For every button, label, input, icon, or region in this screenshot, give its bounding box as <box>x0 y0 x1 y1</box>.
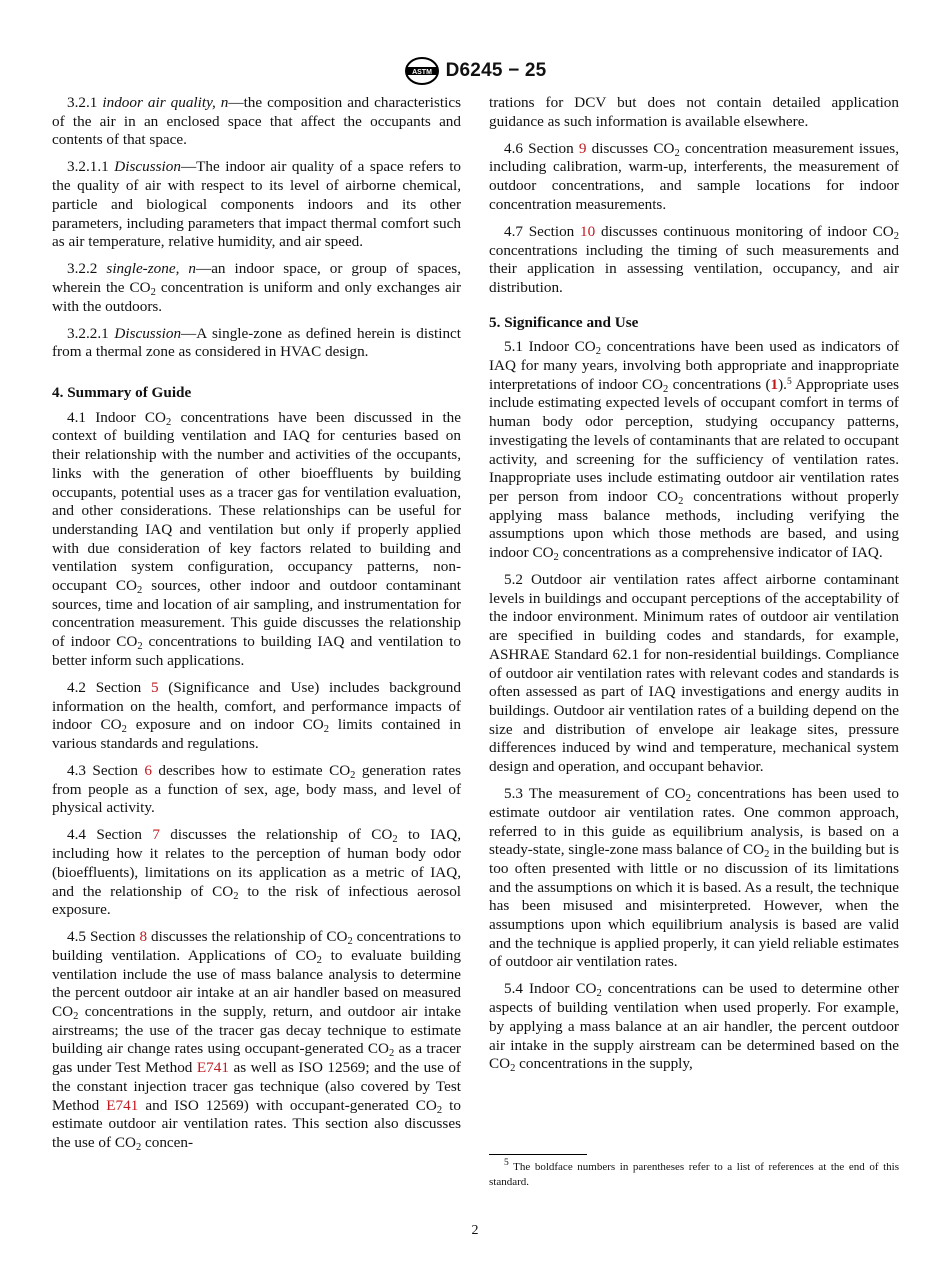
section-heading-5: 5. Significance and Use <box>489 313 639 331</box>
paragraph-4-2: 4.2 Section 5 (Significance and Use) includes background information on the health, comfort, and performance impacts of indoor $CO_2$ exposure and on indoor $CO_2$ limits contained in various standards and regulations. <box>52 678 461 752</box>
section-heading-4: 4. Summary of Guide <box>52 384 192 402</box>
paragraph-4-6: 4.6 Section 9 discusses $CO_2$ concentration measurement issues, including calibration, warm-up, interferents, the measurement of outdoor concentrations, and sample locations for indoor concentration measurements. <box>489 139 899 213</box>
svg-text:ASTM: ASTM <box>411 69 432 76</box>
paragraph-5-4: 5.4 Indoor $CO_2$ concentrations can be used to determine other aspects of building ventilation when used properly. For example, by applying a mass balance at an air handler, the percent outdoor air intake in the supply airstream can be determined based on the $CO_2$ concentrations in the supply, <box>489 980 899 1075</box>
section-9-link[interactable]: 9 <box>578 139 587 157</box>
footnote-5: $^5$ The boldface numbers in parentheses refer to a list of references at the end of this standard. <box>489 1158 899 1188</box>
paragraph-4-4: 4.4 Section 7 discusses the relationship of $CO_2$ to IAQ, including how it relates to the perception of human body odor (bioeffluents), limitations on its application as a metric of IAQ, and the relationship of $CO_2$ to the risk of infectious aerosol exposure. <box>52 826 462 919</box>
paragraph-4-5: 4.5 Section 8 discusses the relationship of $CO_2$ concentrations to building ventilation. Applications of $CO_2$ to evaluate building ventilation include the use of mass balance analysis to determine the percent outdoor air intake at an air handler based on measured $CO_2$ concentrations in the supply, return, and outdoor air intake airstreams; the use of the tracer gas decay technique to estimate building air change rates using occupant-generated $CO_2$ as a tracer gas under Test Method E741 as well as ISO 12569; and the use of the constant injection tracer gas technique (also covered by Test Method E741 and ISO 12569) with occupant-generated $CO_2$ to estimate outdoor air ventilation rates. This section also discusses the use of $CO_2$ concen- <box>52 928 462 1153</box>
paragraph-5-1: 5.1 Indoor $CO_2$ concentrations have been used as indicators of IAQ for many years, involving both appropriate and inappropriate interpretations of indoor $CO_2$ concentrations (1).$^5$ Appropriate uses include estimating expected levels of occupant comfort in terms of human body odor perception, studying occupancy patterns, investigating the levels of contaminants that are related to occupant activity, and screening for the sufficiency of ventilation rates. Inappropriate uses include estimating outdoor air ventilation rates per person from indoor $CO_2$ concentrations without properly applying mass balance methods, including verifying the assumptions upon which those methods are based, and using indoor $CO_2$ concentrations as a comprehensive indicator of IAQ. <box>489 338 900 564</box>
page-number: 2 <box>471 1223 479 1238</box>
footnote-5-marker[interactable]: 5 <box>786 376 792 387</box>
astm-logo-icon <box>404 56 440 86</box>
left-column <box>52 94 461 1153</box>
paragraph-5-2: 5.2 Outdoor air ventilation rates affect airborne contaminant levels in buildings and occupant perceptions of the acceptability of the indoor environment. Minimum rates of outdoor air ventilation are specified in building codes and standards, for example, ASHRAE Standard 62.1 for non-residential buildings. Compliance of outdoor air ventilation rates with relevant codes and standards is often assessed as part of IAQ investigations and energy audits in buildings. Outdoor air ventilation rates of a building depend on the size and distribution of envelope air leakage sites, pressure differences induced by wind and temperature, mechanical system design and operation, and occupant behavior. <box>489 571 899 776</box>
paragraph-4-3: 4.3 Section 6 describes how to estimate $CO_2$ generation rates from people as a function of sex, age, body mass, and level of physical activity. <box>52 761 461 817</box>
paragraph-3-2-1-1: 3.2.1.1 Discussion—The indoor air quality of a space refers to the quality of air with respect to its level of airborne chemical, particle and biological components indoors and its other parameters, including parameters that impact thermal comfort such as air temperature, relative humidity, and air speed. <box>52 158 462 251</box>
section-6-link[interactable]: 6 <box>144 761 152 779</box>
paragraph-4-1: 4.1 Indoor $CO_2$ concentrations have been discussed in the context of building ventilation and IAQ for centuries based on their relationship with the number and activities of the occupants, links with the generation of other bioeffluents by building occupants, potential uses as a tracer gas for ventilation evaluation, and other considerations. These relationships can be useful for understanding IAQ and ventilation but only if properly applied with due consideration of key factors related to building and ventilation system configuration, occupancy patterns, non-occupant $CO_2$ sources, other indoor and outdoor contaminant sources, time and location of air sampling, and instrumentation for concentration measurement. This guide discusses the relationship of indoor $CO_2$ concentrations to building IAQ and ventilation to better inform such applications. <box>52 408 462 669</box>
paragraph-3-2-2-1: 3.2.2.1 Discussion—A single-zone as defined herein is distinct from a thermal zone as considered in HVAC design. <box>52 324 461 361</box>
footnote-divider <box>489 1154 587 1155</box>
paragraph-4-5-continued: trations for DCV but does not contain detailed application guidance as such information is available elsewhere. <box>489 94 899 130</box>
page-header <box>0 56 950 86</box>
paragraph-5-3: 5.3 The measurement of $CO_2$ concentrations has been used to estimate outdoor air ventilation rates. One common approach, referred to in this guide as equilibrium analysis, is based on a steady-state, single-zone mass balance of $CO_2$ in the building but is too often presented with little or no discussion of its limitations and the assumptions on which it is based. As a result, the technique has been misused and misinterpreted. However, when the assumptions upon which equilibrium analysis is based are valid and the technique is applied properly, it can yield reliable estimates of outdoor air ventilation rates. <box>489 785 899 971</box>
paragraph-4-7: 4.7 Section 10 discusses continuous monitoring of indoor $CO_2$ concentrations including the timing of such measurements and their application in assessing ventilation, occupancy, and air distribution. <box>489 222 899 296</box>
standard-designation: D6245 − 25 <box>445 60 547 81</box>
paragraph-3-2-1: 3.2.1 indoor air quality, n—the composition and characteristics of the air in an enclosed space that affect the occupants and contents of that space. <box>52 94 462 149</box>
standard-e741-link[interactable]: E741 <box>106 1096 139 1114</box>
section-7-link[interactable]: 7 <box>152 826 160 844</box>
section-5-link[interactable]: 5 <box>150 678 159 696</box>
right-column <box>489 94 899 1082</box>
section-10-link[interactable]: 10 <box>580 222 596 240</box>
section-8-link[interactable]: 8 <box>139 928 148 946</box>
standard-e741-link[interactable]: E741 <box>196 1059 229 1077</box>
paragraph-3-2-2: 3.2.2 single-zone, n—an indoor space, or group of spaces, wherein the $CO_2$ concentration is uniform and only exchanges air with the outdoors. <box>52 260 462 315</box>
reference-1-link[interactable]: 1 <box>770 375 779 393</box>
